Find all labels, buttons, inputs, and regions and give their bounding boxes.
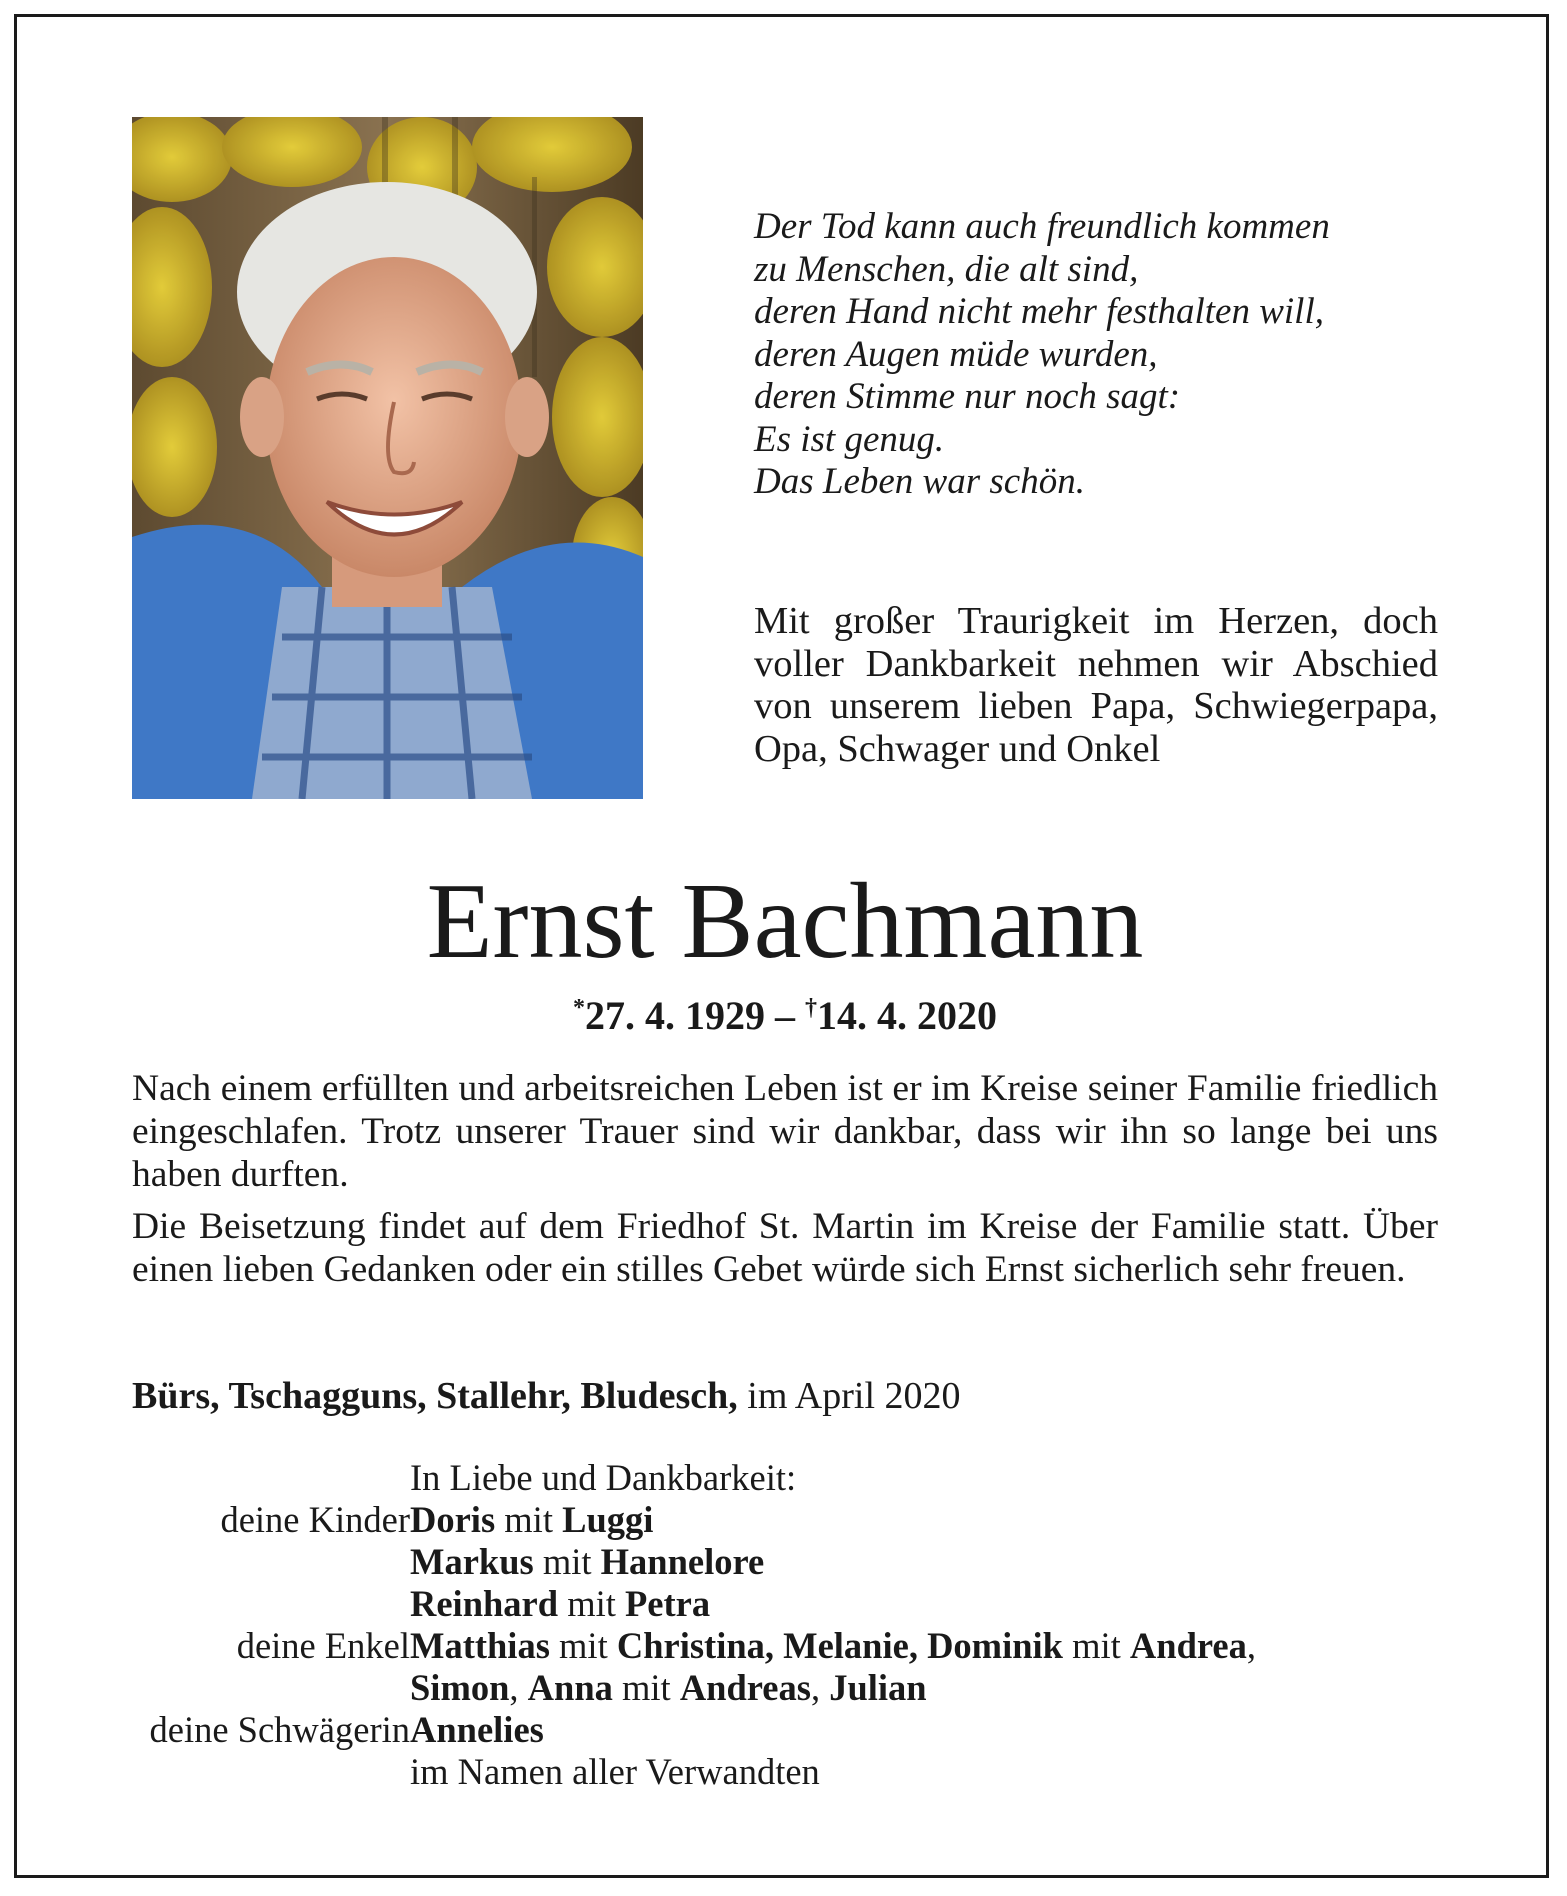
poem-line: zu Menschen, die alt sind, (754, 248, 1139, 290)
signature-row-kinder (118, 1499, 1458, 1541)
connector-text: mit (495, 1499, 563, 1540)
signature-heading: In Liebe und Dankbarkeit: (410, 1457, 797, 1498)
signature-names (410, 1667, 1458, 1709)
paragraph-burial: Die Beisetzung findet auf dem Friedhof St. Martin im Kreise der Familie statt. Über einen lieben Gedanken oder ein stilles Gebet würde sich Ernst sicherlich sehr freuen. (132, 1206, 1438, 1290)
person-name: Anna (527, 1667, 613, 1708)
poem-line: Es ist genug. (754, 418, 945, 460)
poem-line: Der Tod kann auch freundlich kommen (754, 206, 1330, 247)
death-symbol: † (805, 995, 817, 1021)
intro-text: Mit großer Traurigkeit im Herzen, doch voller Dankbarkeit nehmen wir Abschied von unserem lieben Papa, Schwiegerpapa, Opa, Schwager und Onkel (754, 600, 1438, 770)
signature-names (410, 1709, 1458, 1751)
connector-text: mit (533, 1541, 601, 1582)
person-name: Doris (410, 1499, 496, 1540)
paragraph-life: Nach einem erfüllten und arbeitsreichen Leben ist er im Kreise seiner Familie friedlich eingeschlafen. Trotz unserer Trauer sind wir dankbar, dass wir ihn so lange bei uns haben durften. (132, 1068, 1438, 1195)
signature-row-enkel (118, 1667, 1458, 1709)
death-date: 14. 4. 2020 (817, 993, 997, 1038)
signature-row-enkel (118, 1625, 1458, 1667)
signature-row-kinder (118, 1583, 1458, 1625)
person-name: Luggi (562, 1499, 654, 1540)
signature-closing: im Namen aller Verwandten (410, 1751, 820, 1792)
deceased-name: Ernst Bachmann (426, 862, 1144, 981)
connector-text: mit (558, 1583, 625, 1624)
date-separator: – (765, 993, 805, 1038)
person-name: Julian (829, 1667, 927, 1708)
birth-date: 27. 4. 1929 (585, 993, 765, 1038)
life-dates (132, 985, 1438, 1039)
signature-names (410, 1583, 1458, 1625)
person-name: Matthias (410, 1625, 550, 1666)
birth-symbol: * (573, 995, 585, 1021)
person-name: Petra (625, 1583, 711, 1624)
poem (754, 206, 1474, 504)
person-name: Reinhard (410, 1583, 559, 1624)
person-name: Andrea (1129, 1625, 1247, 1666)
poem-line: deren Augen müde wurden, (754, 333, 1158, 375)
poem-line: deren Hand nicht mehr festhalten will, (754, 291, 1324, 332)
signature-row-kinder (118, 1541, 1458, 1583)
person-name: Andreas (679, 1667, 811, 1708)
connector-text: mit (1062, 1625, 1130, 1666)
connector-text: , (509, 1667, 528, 1708)
person-name: Annelies (410, 1709, 544, 1750)
connector-text: , (1246, 1625, 1256, 1666)
signature-label-schwaegerin: deine Schwägerin (149, 1709, 410, 1750)
place-date: im April 2020 (737, 1375, 961, 1417)
place-towns: Bürs, Tschagguns, Stallehr, Bludesch, (132, 1375, 738, 1417)
signature-label-kinder: deine Kinder (220, 1499, 410, 1540)
poem-line: Das Leben war schön. (754, 461, 1085, 502)
connector-text: , (810, 1667, 830, 1708)
person-name: Christina, Melanie, Dominik (616, 1625, 1063, 1666)
person-name: Hannelore (600, 1541, 765, 1582)
signature-names (410, 1541, 1458, 1583)
signature-label-enkel: deine Enkel (236, 1625, 410, 1666)
place-date-line (132, 1374, 1438, 1418)
signature-names (410, 1499, 1458, 1541)
signature-row-schwaegerin (118, 1709, 1458, 1751)
connector-text: mit (612, 1667, 680, 1708)
person-name: Markus (410, 1541, 534, 1582)
portrait-photo (132, 117, 643, 799)
person-name: Simon (410, 1667, 510, 1708)
signature-block (118, 1457, 1458, 1793)
poem-line: deren Stimme nur noch sagt: (754, 376, 1181, 417)
signature-names (410, 1625, 1458, 1667)
connector-text: mit (549, 1625, 617, 1666)
